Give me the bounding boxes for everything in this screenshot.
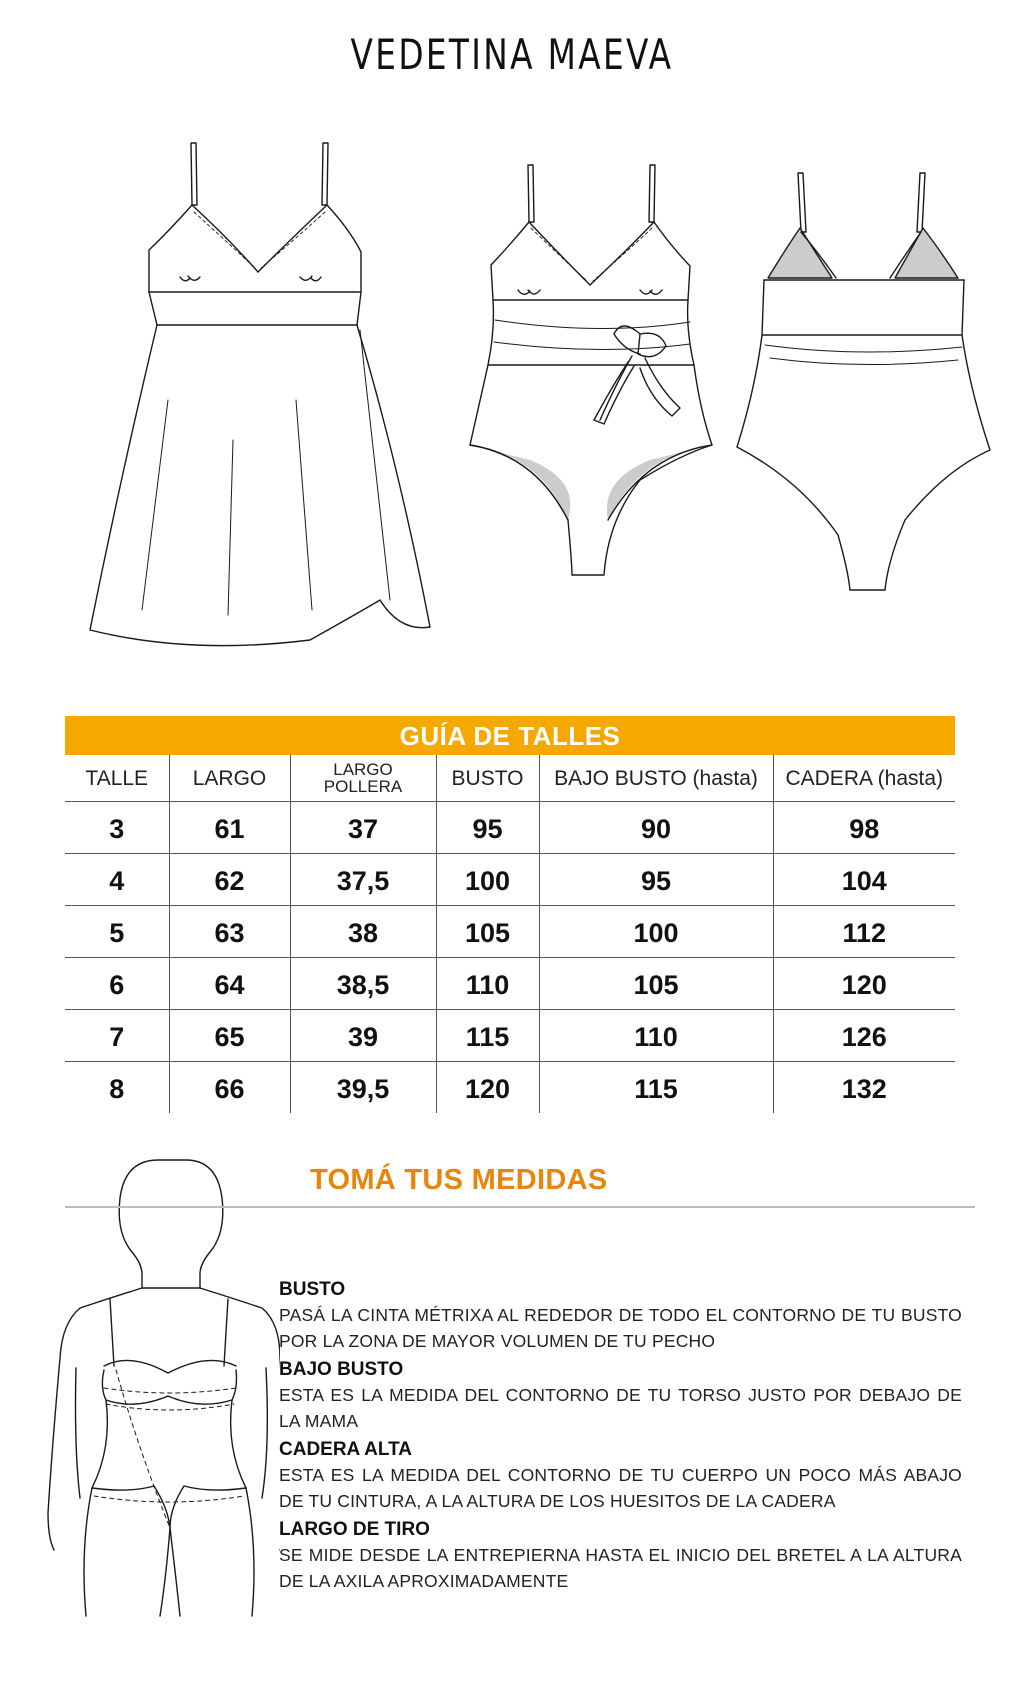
table-row bbox=[65, 802, 955, 854]
table-cell: 61 bbox=[169, 802, 290, 854]
size-guide bbox=[65, 716, 955, 1113]
table-cell: 64 bbox=[169, 958, 290, 1010]
table-cell: 126 bbox=[773, 1010, 955, 1062]
table-header-row bbox=[65, 755, 955, 802]
measure-heading: BUSTO bbox=[279, 1279, 346, 1300]
table-cell: 38,5 bbox=[290, 958, 436, 1010]
table-cell: 104 bbox=[773, 854, 955, 906]
swimsuit-front-icon bbox=[470, 165, 712, 575]
table-row bbox=[65, 1062, 955, 1114]
measure-description: SE MIDE DESDE LA ENTREPIERNA HASTA EL INICIO DEL BRETEL A LA ALTURA DE LA AXILA APROXIMADAMENTE bbox=[279, 1545, 962, 1591]
measure-item-busto bbox=[279, 1278, 962, 1354]
table-cell: 105 bbox=[436, 906, 539, 958]
table-row bbox=[65, 958, 955, 1010]
table-cell: 4 bbox=[65, 854, 169, 906]
measure-description: ESTA ES LA MEDIDA DEL CONTORNO DE TU TORSO JUSTO POR DEBAJO DE LA MAMA bbox=[279, 1385, 962, 1431]
table-row bbox=[65, 854, 955, 906]
table-cell: 98 bbox=[773, 802, 955, 854]
measure-heading: CADERA ALTA bbox=[279, 1439, 412, 1460]
size-table bbox=[65, 755, 955, 1113]
table-cell: 37,5 bbox=[290, 854, 436, 906]
column-header-talle: TALLE bbox=[65, 755, 169, 802]
section-divider bbox=[65, 1206, 975, 1208]
table-cell: 39,5 bbox=[290, 1062, 436, 1114]
table-cell: 39 bbox=[290, 1010, 436, 1062]
measure-section-title: TOMÁ TUS MEDIDAS bbox=[310, 1164, 608, 1196]
measure-description: ESTA ES LA MEDIDA DEL CONTORNO DE TU CUERPO UN POCO MÁS ABAJO DE TU CINTURA, A LA ALTURA DE LOS HUESITOS DE LA CADERA bbox=[279, 1465, 962, 1511]
table-cell: 100 bbox=[436, 854, 539, 906]
table-cell: 65 bbox=[169, 1010, 290, 1062]
table-cell: 100 bbox=[539, 906, 773, 958]
table-cell: 110 bbox=[539, 1010, 773, 1062]
measure-heading: BAJO BUSTO bbox=[279, 1359, 404, 1380]
table-cell: 6 bbox=[65, 958, 169, 1010]
table-cell: 8 bbox=[109, 1074, 125, 1104]
column-header-bajo-busto: BAJO BUSTO (hasta) bbox=[539, 755, 773, 802]
table-cell: 62 bbox=[169, 854, 290, 906]
table-cell: 95 bbox=[539, 854, 773, 906]
measure-item-cadera-alta bbox=[279, 1438, 962, 1514]
table-row bbox=[65, 1010, 955, 1062]
size-guide-title: GUÍA DE TALLES bbox=[65, 716, 955, 755]
table-cell: 66 bbox=[169, 1062, 290, 1114]
table-cell: 120 bbox=[436, 1062, 539, 1114]
measure-item-bajo-busto bbox=[279, 1358, 962, 1434]
table-cell: 63 bbox=[169, 906, 290, 958]
table-cell: 95 bbox=[436, 802, 539, 854]
table-cell: 112 bbox=[773, 906, 955, 958]
column-header-busto: BUSTO bbox=[436, 755, 539, 802]
table-cell: 7 bbox=[65, 1010, 169, 1062]
measure-item-largo-de-tiro bbox=[279, 1518, 962, 1594]
column-header-cadera: CADERA (hasta) bbox=[773, 755, 955, 802]
table-cell: 90 bbox=[539, 802, 773, 854]
table-cell: 3 bbox=[65, 802, 169, 854]
column-header-largo: LARGO bbox=[169, 755, 290, 802]
table-cell: 132 bbox=[773, 1062, 955, 1114]
table-row bbox=[65, 906, 955, 958]
table-cell: 115 bbox=[539, 1062, 773, 1114]
garment-illustrations bbox=[0, 0, 1024, 680]
table-cell: 5 bbox=[65, 906, 169, 958]
body-measure-figure-icon bbox=[40, 1148, 280, 1618]
table-cell: 110 bbox=[436, 958, 539, 1010]
dress-front-icon bbox=[90, 143, 430, 646]
swimsuit-back-icon bbox=[737, 173, 990, 590]
table-cell: 105 bbox=[539, 958, 773, 1010]
page-title: VEDETINA MAEVA bbox=[350, 30, 674, 79]
table-cell: 37 bbox=[290, 802, 436, 854]
column-header-largo-pollera: LARGO POLLERA bbox=[290, 755, 436, 802]
table-cell: 115 bbox=[436, 1010, 539, 1062]
measure-description: PASÁ LA CINTA MÉTRIXA AL REDEDOR DE TODO EL CONTORNO DE TU BUSTO POR LA ZONA DE MAYOR VOLUMEN DE TU PECHO bbox=[279, 1305, 962, 1351]
table-cell: 120 bbox=[773, 958, 955, 1010]
table-cell: 38 bbox=[290, 906, 436, 958]
measure-list bbox=[279, 1274, 962, 1594]
measure-heading: LARGO DE TIRO bbox=[279, 1519, 430, 1540]
